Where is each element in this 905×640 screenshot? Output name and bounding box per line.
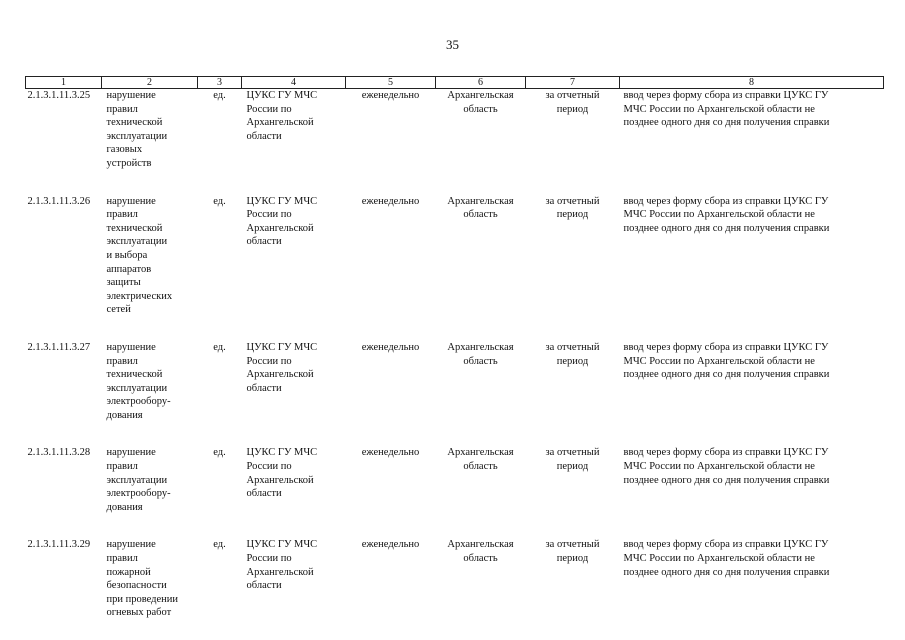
indicator-name-line: нарушение <box>106 539 156 551</box>
indicator-name-line: технической <box>106 369 163 381</box>
indicator-code <box>26 171 102 317</box>
reporting-period-line: период <box>556 209 589 221</box>
indicator-name-line: правил <box>106 355 138 367</box>
data-source-line: ЦУКС ГУ МЧС <box>246 539 318 551</box>
collection-method-line: ввод через форму сбора из справки ЦУКС ГУ <box>623 447 829 459</box>
collection-method-line: позднее одного дня со дня получения справки <box>623 474 830 486</box>
indicator-name-line: дования <box>106 409 143 421</box>
data-source-line: ЦУКС ГУ МЧС <box>246 195 318 207</box>
unit-of-measure <box>198 171 242 317</box>
territory-line: Архангельская <box>447 90 514 101</box>
indicator-code-text: 2.1.3.1.11.3.27 <box>27 341 91 353</box>
update-frequency-text: еженедельно <box>361 539 420 551</box>
reporting-period <box>526 422 620 514</box>
collection-method <box>620 422 884 514</box>
column-header-3: 3 <box>198 77 242 89</box>
indicator-name-line: огневых работ <box>106 607 172 619</box>
indicator-name-line: нарушение <box>106 90 156 101</box>
unit-of-measure <box>198 514 242 620</box>
page-number: 35 <box>446 37 459 52</box>
collection-method-line: ввод через форму сбора из справки ЦУКС ГУ <box>623 195 829 207</box>
territory <box>436 514 526 620</box>
indicator-name-line: устройств <box>106 157 152 169</box>
unit-of-measure-text: ед. <box>213 90 226 101</box>
indicator-name-line: и выбора <box>106 249 148 261</box>
indicator-name-line: нарушение <box>106 195 156 207</box>
indicator-name-line: эксплуатации <box>106 130 168 142</box>
data-source-line: области <box>246 382 282 394</box>
reporting-period-line: за отчетный <box>545 341 600 353</box>
update-frequency-text: еженедельно <box>361 195 420 207</box>
territory-line: область <box>463 355 498 367</box>
data-source <box>242 422 346 514</box>
territory-line: область <box>463 553 498 565</box>
collection-method <box>620 89 884 171</box>
data-source-line: России по <box>246 355 292 367</box>
collection-method <box>620 317 884 423</box>
table-row <box>26 317 884 423</box>
unit-of-measure <box>198 422 242 514</box>
indicator-name-line: нарушение <box>106 447 156 459</box>
collection-method-line: ввод через форму сбора из справки ЦУКС ГУ <box>623 341 829 353</box>
collection-method-line: МЧС России по Архангельской области не <box>623 355 815 367</box>
collection-method-line: МЧС России по Архангельской области не <box>623 103 815 115</box>
indicator-name <box>102 171 198 317</box>
indicator-name-line: правил <box>106 461 138 473</box>
column-header-7: 7 <box>526 77 620 89</box>
territory-line: область <box>463 103 498 115</box>
unit-of-measure-text: ед. <box>213 341 226 353</box>
update-frequency <box>346 89 436 171</box>
update-frequency <box>346 422 436 514</box>
column-header-2: 2 <box>102 77 198 89</box>
data-source-line: области <box>246 236 282 248</box>
indicator-name-line: эксплуатации <box>106 236 168 248</box>
indicator-name-line: защиты <box>106 277 141 289</box>
data-source-line: ЦУКС ГУ МЧС <box>246 90 318 101</box>
data-source-line: области <box>246 130 282 142</box>
update-frequency <box>346 317 436 423</box>
data-source-line: России по <box>246 209 292 221</box>
collection-method-line: позднее одного дня со дня получения справки <box>623 369 830 381</box>
reporting-period <box>526 171 620 317</box>
data-source <box>242 317 346 423</box>
unit-of-measure <box>198 317 242 423</box>
column-header-6: 6 <box>436 77 526 89</box>
territory <box>436 422 526 514</box>
indicator-name-line: пожарной <box>106 566 151 578</box>
data-source <box>242 89 346 171</box>
indicator-name-line: правил <box>106 209 138 221</box>
indicator-name <box>102 514 198 620</box>
column-header-4: 4 <box>242 77 346 89</box>
indicator-name-line: электрообору- <box>106 488 171 500</box>
territory-line: Архангельская <box>447 195 514 207</box>
update-frequency <box>346 514 436 620</box>
table-row <box>26 89 884 171</box>
data-source-line: России по <box>246 103 292 115</box>
table-body <box>26 89 884 621</box>
data-source-line: ЦУКС ГУ МЧС <box>246 341 318 353</box>
territory <box>436 171 526 317</box>
data-source-line: России по <box>246 461 292 473</box>
indicator-code-text: 2.1.3.1.11.3.29 <box>27 539 91 551</box>
indicator-name-line: технической <box>106 222 163 234</box>
data-source-line: ЦУКС ГУ МЧС <box>246 447 318 459</box>
territory <box>436 317 526 423</box>
reporting-period <box>526 89 620 171</box>
update-frequency-text: еженедельно <box>361 90 420 101</box>
table-row <box>26 422 884 514</box>
unit-of-measure-text: ед. <box>213 195 226 207</box>
indicator-name-line: сетей <box>106 304 131 316</box>
indicator-name-line: эксплуатации <box>106 382 168 394</box>
indicator-name-line: аппаратов <box>106 263 152 275</box>
collection-method <box>620 171 884 317</box>
update-frequency <box>346 171 436 317</box>
indicator-code <box>26 422 102 514</box>
indicator-name <box>102 89 198 171</box>
indicator-name <box>102 317 198 423</box>
data-source-line: области <box>246 488 282 500</box>
collection-method-line: МЧС России по Архангельской области не <box>623 461 815 473</box>
column-header-8: 8 <box>620 77 884 89</box>
data-source-line: Архангельской <box>246 117 314 129</box>
indicator-name-line: безопасности <box>106 580 167 592</box>
collection-method-line: позднее одного дня со дня получения справки <box>623 566 830 578</box>
update-frequency-text: еженедельно <box>361 341 420 353</box>
data-source-line: Архангельской <box>246 474 314 486</box>
territory-line: область <box>463 461 498 473</box>
reporting-period-line: за отчетный <box>545 539 600 551</box>
data-source-line: Архангельской <box>246 566 314 578</box>
collection-method-line: ввод через форму сбора из справки ЦУКС ГУ <box>623 539 829 551</box>
data-source-line: области <box>246 580 282 592</box>
indicator-name-line: технической <box>106 117 163 129</box>
reporting-period-line: период <box>556 553 589 565</box>
territory-line: Архангельская <box>447 447 514 459</box>
indicator-code-text: 2.1.3.1.11.3.26 <box>27 195 91 207</box>
reporting-period-line: за отчетный <box>545 195 600 207</box>
indicator-name-line: при проведении <box>106 593 179 605</box>
territory <box>436 89 526 171</box>
update-frequency-text: еженедельно <box>361 447 420 459</box>
column-header-5: 5 <box>346 77 436 89</box>
collection-method-line: позднее одного дня со дня получения справки <box>623 222 830 234</box>
indicator-code <box>26 317 102 423</box>
reporting-period-line: за отчетный <box>545 90 600 101</box>
data-source <box>242 171 346 317</box>
indicator-name-line: электрических <box>106 290 173 302</box>
indicator-table <box>25 76 884 620</box>
reporting-period <box>526 514 620 620</box>
indicator-name <box>102 422 198 514</box>
territory-line: Архангельская <box>447 341 514 353</box>
unit-of-measure <box>198 89 242 171</box>
data-source-line: России по <box>246 553 292 565</box>
collection-method-line: позднее одного дня со дня получения справки <box>623 117 830 129</box>
data-source <box>242 514 346 620</box>
indicator-name-line: правил <box>106 553 138 565</box>
indicator-code-text: 2.1.3.1.11.3.25 <box>27 90 91 101</box>
indicator-name-line: электрообору- <box>106 396 171 408</box>
data-source-line: Архангельской <box>246 222 314 234</box>
table-row <box>26 171 884 317</box>
reporting-period-line: период <box>556 461 589 473</box>
column-header-1: 1 <box>26 77 102 89</box>
indicator-name-line: правил <box>106 103 138 115</box>
reporting-period-line: период <box>556 103 589 115</box>
collection-method <box>620 514 884 620</box>
data-source-line: Архангельской <box>246 369 314 381</box>
territory-line: Архангельская <box>447 539 514 551</box>
collection-method-line: МЧС России по Архангельской области не <box>623 209 815 221</box>
reporting-period-line: период <box>556 355 589 367</box>
indicator-name-line: дования <box>106 501 143 513</box>
reporting-period <box>526 317 620 423</box>
unit-of-measure-text: ед. <box>213 539 226 551</box>
territory-line: область <box>463 209 498 221</box>
indicator-code <box>26 514 102 620</box>
indicator-code <box>26 89 102 171</box>
indicator-code-text: 2.1.3.1.11.3.28 <box>27 447 91 459</box>
table-row <box>26 514 884 620</box>
collection-method-line: ввод через форму сбора из справки ЦУКС ГУ <box>623 90 829 101</box>
unit-of-measure-text: ед. <box>213 447 226 459</box>
column-number-row <box>26 77 884 89</box>
indicator-name-line: нарушение <box>106 341 156 353</box>
reporting-period-line: за отчетный <box>545 447 600 459</box>
indicator-name-line: газовых <box>106 144 143 156</box>
indicator-name-line: эксплуатации <box>106 474 168 486</box>
collection-method-line: МЧС России по Архангельской области не <box>623 553 815 565</box>
